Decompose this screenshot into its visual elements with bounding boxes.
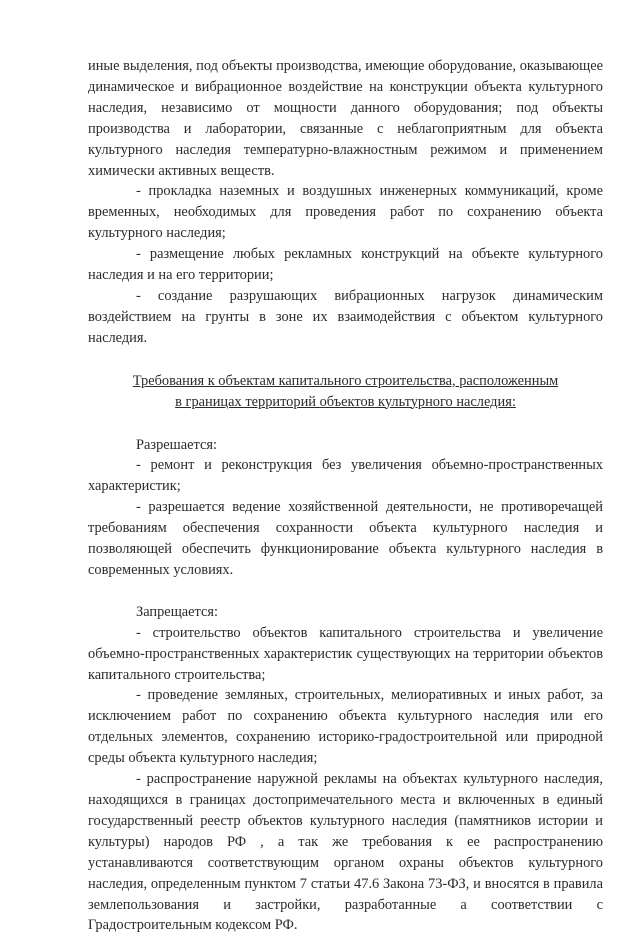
- intro-paragraph: иные выделения, под объекты производства, имеющие оборудование, оказывающее динамическое и вибрационное воздействие на конструкции объекта культурного наследия, независимо от мощности данного оборудования; под объекты производства и лаборатории, связанные с неблагоприятным для объекта культурного наследия температурно-влажностным режимом и применением химически активных веществ.: [88, 58, 603, 179]
- document-page: [88, 56, 603, 936]
- allowed-label: Разрешается:: [136, 436, 217, 453]
- section-heading: [88, 371, 603, 413]
- forbidden-item: - проведение земляных, строительных, мелиоративных и иных работ, за исключением работ по сохранению объекта культурного наследия или его отдельных элементов, сохранению историко-градостроительной или природной среды объекта культурного наследия;: [88, 687, 603, 767]
- prohibition-item: - прокладка наземных и воздушных инженерных коммуникаций, кроме временных, необходимых для проведения работ по сохранению объекта культурного наследия;: [88, 183, 603, 242]
- prohibition-item: - размещение любых рекламных конструкций на объекте культурного наследия и на его территории;: [88, 246, 603, 284]
- allowed-item: - разрешается ведение хозяйственной деятельности, не противоречащей требованиям обеспечения сохранности объекта культурного наследия и позволяющей обеспечить функционирование объекта культурного наследия в современных условиях.: [88, 499, 603, 578]
- forbidden-label: Запрещается:: [136, 603, 219, 620]
- section-heading-line: Требования к объектам капитального строительства, расположенным: [132, 372, 559, 389]
- prohibition-item: - создание разрушающих вибрационных нагрузок динамическим воздействием на грунты в зоне их взаимодействия с объектом культурного наследия.: [88, 287, 603, 346]
- forbidden-item: - распространение наружной рекламы на объектах культурного наследия, находящихся в границах достопримечательного места и включенных в единый государственный реестр объектов культурного наследия (памятников истории и культуры) народов РФ , а так же требования к ее распространению устанавливаются соответствующим органом охраны объектов культурного наследия, определенным пунктом 7 статьи 47.6 Закона 73-ФЗ, и вносятся в правила землепользования и застройки, разработанные а соответствии с Градостроительным кодексом РФ.: [88, 771, 603, 934]
- allowed-item: - ремонт и реконструкция без увеличения объемно-пространственных характеристик;: [88, 457, 603, 495]
- section-heading-line: в границах территорий объектов культурного наследия:: [175, 393, 516, 410]
- forbidden-item: - строительство объектов капитального строительства и увеличение объемно-пространственных характеристик существующих на территории объектов капитального строительства;: [88, 624, 603, 683]
